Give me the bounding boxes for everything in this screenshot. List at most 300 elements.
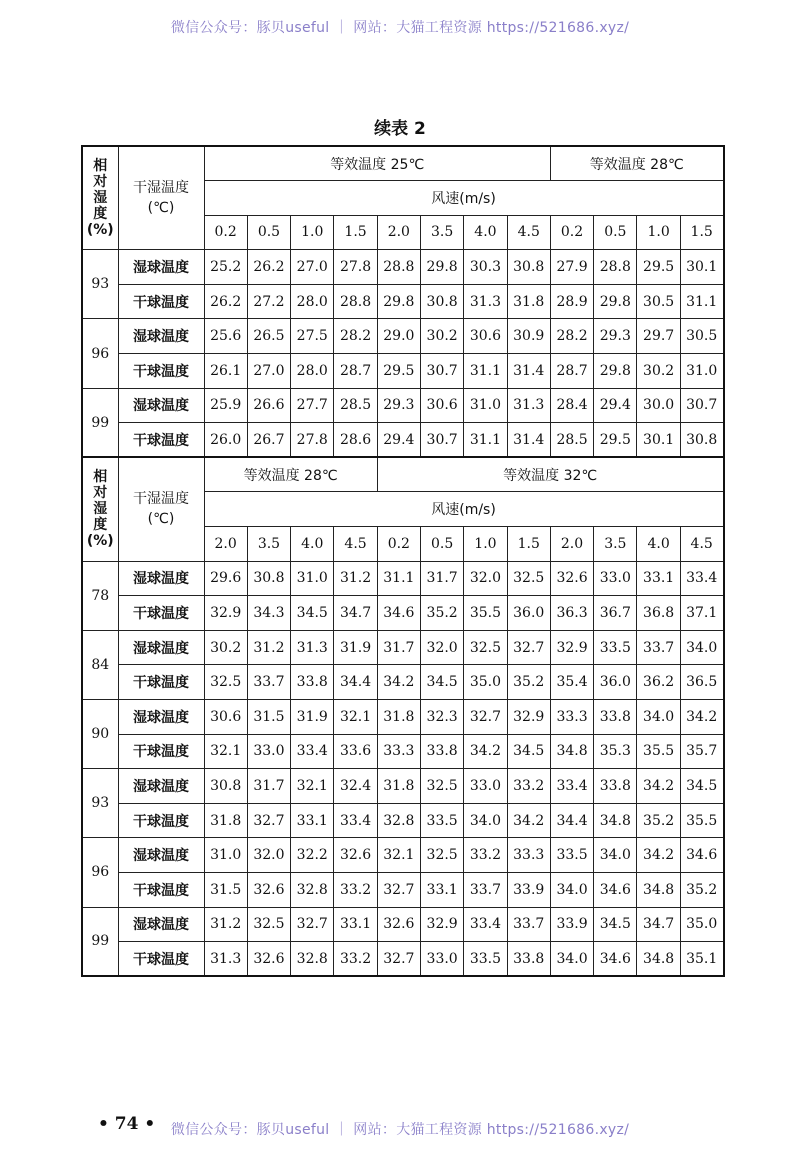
dry-bulb-value: 28.0	[291, 354, 334, 389]
wet-bulb-value: 28.5	[334, 388, 377, 423]
wet-bulb-value: 32.5	[247, 907, 290, 942]
page-number: • 74 •	[98, 1114, 156, 1134]
rh-header-char: 对	[93, 485, 108, 502]
dry-bulb-value: 34.8	[637, 942, 680, 977]
dry-bulb-value: 34.5	[420, 665, 463, 700]
wet-bulb-value: 27.7	[291, 388, 334, 423]
wet-bulb-value: 32.5	[507, 561, 550, 596]
dry-bulb-value: 33.4	[334, 803, 377, 838]
rh-header-char: 湿	[93, 501, 108, 518]
data-table	[81, 145, 725, 977]
wet-bulb-value: 34.7	[637, 907, 680, 942]
wet-bulb-value: 30.8	[247, 561, 290, 596]
rh-header-char: 相	[93, 469, 108, 486]
wet-bulb-value: 30.7	[680, 388, 723, 423]
dry-bulb-value: 36.2	[637, 665, 680, 700]
equivalent-temp-header: 等效温度 28℃	[550, 146, 723, 181]
wet-bulb-value: 31.3	[291, 630, 334, 665]
wet-bulb-value: 33.2	[507, 769, 550, 804]
dry-bulb-value: 33.7	[464, 872, 507, 907]
wind-speed-value: 1.0	[464, 527, 507, 562]
wet-bulb-value: 33.4	[680, 561, 723, 596]
dry-bulb-value: 33.2	[334, 872, 377, 907]
dry-bulb-value: 35.0	[464, 665, 507, 700]
dry-bulb-value: 36.8	[637, 596, 680, 631]
wet-bulb-value: 33.1	[637, 561, 680, 596]
wet-bulb-value: 31.7	[377, 630, 420, 665]
equivalent-temp-header: 等效温度 25℃	[204, 146, 550, 181]
wet-bulb-value: 30.8	[204, 769, 247, 804]
wet-bulb-value: 30.6	[204, 700, 247, 735]
dry-bulb-value: 32.6	[247, 872, 290, 907]
wind-speed-value: 1.0	[637, 215, 680, 250]
dry-bulb-value: 32.8	[377, 803, 420, 838]
dry-bulb-value: 32.1	[204, 734, 247, 769]
dry-bulb-value: 32.8	[291, 942, 334, 977]
table-row	[82, 665, 724, 700]
wet-bulb-value: 32.7	[464, 700, 507, 735]
wet-bulb-value: 34.0	[680, 630, 723, 665]
wet-bulb-value: 26.5	[247, 319, 290, 354]
wet-bulb-label: 湿球温度	[118, 319, 204, 354]
table-row	[82, 319, 724, 354]
wet-bulb-value: 34.0	[594, 838, 637, 873]
wet-bulb-value: 33.0	[464, 769, 507, 804]
rh-header	[82, 146, 118, 250]
wet-bulb-value: 27.0	[291, 250, 334, 285]
wind-speed-value: 0.5	[594, 215, 637, 250]
wet-bulb-label: 湿球温度	[118, 630, 204, 665]
rh-header-char: 湿	[93, 190, 108, 207]
wet-bulb-value: 34.5	[680, 769, 723, 804]
wet-bulb-label: 湿球温度	[118, 388, 204, 423]
wind-speed-value: 4.0	[637, 527, 680, 562]
dry-bulb-value: 35.2	[637, 803, 680, 838]
dry-bulb-label: 干球温度	[118, 665, 204, 700]
dry-bulb-value: 34.0	[550, 942, 593, 977]
dry-bulb-value: 31.3	[204, 942, 247, 977]
wet-bulb-value: 32.9	[507, 700, 550, 735]
rh-value: 96	[82, 838, 118, 907]
dry-bulb-value: 33.4	[291, 734, 334, 769]
rh-value: 99	[82, 388, 118, 457]
dry-bulb-value: 33.3	[377, 734, 420, 769]
dry-bulb-value: 34.7	[334, 596, 377, 631]
dry-bulb-value: 34.6	[594, 942, 637, 977]
dry-bulb-value: 29.8	[594, 354, 637, 389]
wet-bulb-value: 30.9	[507, 319, 550, 354]
wet-bulb-value: 26.6	[247, 388, 290, 423]
wet-bulb-value: 31.2	[204, 907, 247, 942]
wind-speed-value: 4.5	[507, 215, 550, 250]
dry-bulb-value: 26.0	[204, 423, 247, 458]
wind-speed-header: 风速(m/s)	[204, 181, 724, 216]
wet-bulb-value: 31.2	[247, 630, 290, 665]
dry-bulb-value: 31.3	[464, 284, 507, 319]
dry-bulb-value: 28.7	[334, 354, 377, 389]
wind-speed-value: 3.5	[594, 527, 637, 562]
wind-speed-value: 0.5	[247, 215, 290, 250]
dry-bulb-value: 35.2	[420, 596, 463, 631]
dry-wet-temp-header	[118, 457, 204, 561]
dry-bulb-value: 35.2	[680, 872, 723, 907]
table-row	[82, 596, 724, 631]
wind-speed-header: 风速(m/s)	[204, 492, 724, 527]
wind-speed-value: 1.5	[680, 215, 723, 250]
wet-bulb-value: 31.8	[377, 700, 420, 735]
dry-bulb-value: 33.8	[291, 665, 334, 700]
dry-bulb-value: 34.2	[507, 803, 550, 838]
wet-bulb-label: 湿球温度	[118, 561, 204, 596]
dry-bulb-label: 干球温度	[118, 423, 204, 458]
rh-value: 96	[82, 319, 118, 388]
dry-bulb-value: 34.3	[247, 596, 290, 631]
header-row-groups	[82, 146, 724, 181]
rh-header-char: 相	[93, 158, 108, 175]
wet-bulb-label: 湿球温度	[118, 907, 204, 942]
wet-bulb-value: 29.4	[594, 388, 637, 423]
dry-bulb-value: 29.4	[377, 423, 420, 458]
dry-bulb-value: 35.7	[680, 734, 723, 769]
table-row	[82, 734, 724, 769]
wet-bulb-value: 32.6	[550, 561, 593, 596]
dry-bulb-value: 31.8	[204, 803, 247, 838]
rh-value: 99	[82, 907, 118, 976]
wet-bulb-value: 31.0	[291, 561, 334, 596]
wet-bulb-value: 33.4	[550, 769, 593, 804]
wind-speed-value: 0.2	[550, 215, 593, 250]
dry-bulb-value: 30.5	[637, 284, 680, 319]
dry-bulb-value: 31.5	[204, 872, 247, 907]
table-row	[82, 700, 724, 735]
dry-bulb-value: 32.6	[247, 942, 290, 977]
dry-bulb-value: 35.3	[594, 734, 637, 769]
wet-bulb-label: 湿球温度	[118, 700, 204, 735]
rh-header	[82, 457, 118, 561]
wet-bulb-value: 33.8	[594, 769, 637, 804]
wet-bulb-value: 30.2	[204, 630, 247, 665]
dry-bulb-value: 30.1	[637, 423, 680, 458]
wet-bulb-value: 32.0	[420, 630, 463, 665]
dry-bulb-value: 32.8	[291, 872, 334, 907]
wet-bulb-value: 30.2	[420, 319, 463, 354]
wet-bulb-value: 34.0	[637, 700, 680, 735]
wet-bulb-value: 28.4	[550, 388, 593, 423]
table-row	[82, 769, 724, 804]
dry-bulb-value: 28.6	[334, 423, 377, 458]
table-row	[82, 872, 724, 907]
wet-bulb-value: 30.3	[464, 250, 507, 285]
dry-bulb-value: 34.0	[464, 803, 507, 838]
dry-bulb-value: 31.0	[680, 354, 723, 389]
wet-bulb-value: 33.7	[507, 907, 550, 942]
rh-header-char: (%)	[86, 222, 114, 239]
dry-bulb-value: 28.8	[334, 284, 377, 319]
dry-bulb-value: 33.6	[334, 734, 377, 769]
wet-bulb-value: 31.1	[377, 561, 420, 596]
wet-bulb-value: 32.1	[334, 700, 377, 735]
wet-bulb-value: 33.9	[550, 907, 593, 942]
dry-bulb-value: 31.8	[507, 284, 550, 319]
table-row	[82, 942, 724, 977]
wind-speed-value: 4.0	[464, 215, 507, 250]
dry-wet-temp-header	[118, 146, 204, 250]
dry-wet-temp-header-line: (℃)	[147, 200, 175, 217]
dry-bulb-value: 34.6	[594, 872, 637, 907]
wet-bulb-value: 31.3	[507, 388, 550, 423]
dry-bulb-value: 34.2	[377, 665, 420, 700]
dry-bulb-value: 35.5	[680, 803, 723, 838]
header-row-groups	[82, 457, 724, 492]
dry-bulb-value: 26.1	[204, 354, 247, 389]
table-row	[82, 907, 724, 942]
wet-bulb-value: 25.9	[204, 388, 247, 423]
wind-speed-value: 0.5	[420, 527, 463, 562]
wet-bulb-value: 27.8	[334, 250, 377, 285]
table-title: 续表 2	[374, 119, 426, 139]
wet-bulb-value: 34.2	[637, 838, 680, 873]
wet-bulb-value: 32.2	[291, 838, 334, 873]
wet-bulb-value: 35.0	[680, 907, 723, 942]
dry-bulb-value: 35.5	[637, 734, 680, 769]
dry-bulb-value: 30.7	[420, 423, 463, 458]
wet-bulb-value: 27.5	[291, 319, 334, 354]
wet-bulb-value: 29.5	[637, 250, 680, 285]
wet-bulb-value: 27.9	[550, 250, 593, 285]
wet-bulb-value: 30.6	[464, 319, 507, 354]
dry-bulb-value: 30.7	[420, 354, 463, 389]
wet-bulb-value: 33.5	[594, 630, 637, 665]
rh-value: 78	[82, 561, 118, 630]
wet-bulb-value: 31.9	[291, 700, 334, 735]
dry-bulb-value: 33.1	[291, 803, 334, 838]
wet-bulb-value: 29.7	[637, 319, 680, 354]
dry-bulb-value: 34.5	[291, 596, 334, 631]
wet-bulb-value: 32.4	[334, 769, 377, 804]
dry-bulb-value: 33.0	[247, 734, 290, 769]
wet-bulb-value: 31.7	[420, 561, 463, 596]
rh-header-char: 度	[93, 206, 108, 223]
dry-bulb-value: 30.8	[420, 284, 463, 319]
rh-header-char: (%)	[86, 533, 114, 550]
dry-wet-temp-header-line: 干湿温度	[133, 491, 189, 508]
watermark-bottom: 微信公众号：豚贝useful ｜ 网站：大猫工程资源 https://521686.xyz/	[170, 1122, 630, 1138]
wet-bulb-value: 30.1	[680, 250, 723, 285]
wet-bulb-value: 33.2	[464, 838, 507, 873]
wet-bulb-value: 30.0	[637, 388, 680, 423]
wet-bulb-value: 32.5	[420, 838, 463, 873]
wet-bulb-value: 31.0	[464, 388, 507, 423]
dry-bulb-value: 33.5	[464, 942, 507, 977]
wet-bulb-value: 29.3	[594, 319, 637, 354]
wet-bulb-value: 28.8	[594, 250, 637, 285]
table-row	[82, 423, 724, 458]
wet-bulb-value: 31.0	[204, 838, 247, 873]
dry-bulb-value: 32.7	[247, 803, 290, 838]
wet-bulb-value: 32.9	[420, 907, 463, 942]
table-row	[82, 354, 724, 389]
table-row	[82, 561, 724, 596]
dry-bulb-value: 32.7	[377, 872, 420, 907]
dry-bulb-value: 37.1	[680, 596, 723, 631]
dry-bulb-value: 34.0	[550, 872, 593, 907]
watermark-top: 微信公众号：豚贝useful ｜ 网站：大猫工程资源 https://521686.xyz/	[170, 20, 630, 36]
rh-value: 90	[82, 700, 118, 769]
dry-bulb-value: 34.4	[334, 665, 377, 700]
wet-bulb-value: 33.5	[550, 838, 593, 873]
wind-speed-value: 1.5	[334, 215, 377, 250]
wet-bulb-value: 28.8	[377, 250, 420, 285]
dry-bulb-value: 26.2	[204, 284, 247, 319]
wind-speed-value: 3.5	[247, 527, 290, 562]
dry-bulb-value: 35.2	[507, 665, 550, 700]
wet-bulb-value: 29.3	[377, 388, 420, 423]
dry-bulb-value: 28.5	[550, 423, 593, 458]
dry-bulb-value: 29.5	[594, 423, 637, 458]
dry-bulb-value: 27.0	[247, 354, 290, 389]
wind-speed-value: 4.5	[680, 527, 723, 562]
table-row	[82, 250, 724, 285]
wind-speed-value: 2.0	[204, 527, 247, 562]
dry-bulb-label: 干球温度	[118, 734, 204, 769]
dry-bulb-value: 33.9	[507, 872, 550, 907]
wet-bulb-value: 32.1	[291, 769, 334, 804]
dry-bulb-label: 干球温度	[118, 354, 204, 389]
rh-header-char: 度	[93, 517, 108, 534]
dry-bulb-value: 34.6	[377, 596, 420, 631]
dry-bulb-label: 干球温度	[118, 284, 204, 319]
wet-bulb-value: 33.8	[594, 700, 637, 735]
dry-bulb-value: 32.7	[377, 942, 420, 977]
dry-bulb-value: 34.4	[550, 803, 593, 838]
dry-bulb-value: 31.4	[507, 354, 550, 389]
dry-bulb-value: 33.8	[420, 734, 463, 769]
wind-speed-value: 3.5	[420, 215, 463, 250]
wet-bulb-value: 33.3	[507, 838, 550, 873]
rh-value: 84	[82, 630, 118, 699]
wet-bulb-value: 31.8	[377, 769, 420, 804]
table-row	[82, 630, 724, 665]
dry-bulb-value: 34.5	[507, 734, 550, 769]
dry-bulb-value: 30.8	[680, 423, 723, 458]
dry-bulb-value: 33.0	[420, 942, 463, 977]
dry-bulb-label: 干球温度	[118, 596, 204, 631]
wind-speed-value: 1.5	[507, 527, 550, 562]
wet-bulb-label: 湿球温度	[118, 250, 204, 285]
wet-bulb-value: 33.7	[637, 630, 680, 665]
dry-wet-temp-header-line: (℃)	[147, 511, 175, 528]
wet-bulb-value: 29.8	[420, 250, 463, 285]
wet-bulb-value: 34.5	[594, 907, 637, 942]
wet-bulb-value: 34.2	[637, 769, 680, 804]
wet-bulb-value: 25.2	[204, 250, 247, 285]
dry-bulb-value: 29.5	[377, 354, 420, 389]
table-row	[82, 388, 724, 423]
dry-bulb-value: 27.2	[247, 284, 290, 319]
wet-bulb-value: 31.5	[247, 700, 290, 735]
dry-bulb-value: 33.5	[420, 803, 463, 838]
wet-bulb-value: 32.9	[550, 630, 593, 665]
dry-bulb-value: 31.1	[464, 354, 507, 389]
wind-speed-value: 0.2	[204, 215, 247, 250]
wind-speed-value: 2.0	[377, 215, 420, 250]
dry-bulb-value: 36.7	[594, 596, 637, 631]
dry-bulb-value: 34.2	[464, 734, 507, 769]
dry-wet-temp-header-line: 干湿温度	[133, 180, 189, 197]
dry-bulb-value: 30.2	[637, 354, 680, 389]
wet-bulb-value: 32.1	[377, 838, 420, 873]
wet-bulb-value: 32.6	[334, 838, 377, 873]
dry-bulb-value: 34.8	[550, 734, 593, 769]
wet-bulb-value: 33.3	[550, 700, 593, 735]
wet-bulb-value: 31.2	[334, 561, 377, 596]
table-row	[82, 803, 724, 838]
wet-bulb-value: 34.6	[680, 838, 723, 873]
wet-bulb-value: 28.2	[550, 319, 593, 354]
wet-bulb-value: 29.0	[377, 319, 420, 354]
dry-bulb-value: 32.9	[204, 596, 247, 631]
wet-bulb-value: 32.7	[291, 907, 334, 942]
dry-bulb-value: 33.1	[420, 872, 463, 907]
wet-bulb-label: 湿球温度	[118, 838, 204, 873]
dry-bulb-value: 36.3	[550, 596, 593, 631]
dry-bulb-value: 35.5	[464, 596, 507, 631]
dry-bulb-label: 干球温度	[118, 942, 204, 977]
wet-bulb-value: 33.4	[464, 907, 507, 942]
wet-bulb-value: 33.1	[334, 907, 377, 942]
wet-bulb-value: 32.7	[507, 630, 550, 665]
equivalent-temp-header: 等效温度 28℃	[204, 457, 377, 492]
dry-bulb-value: 28.0	[291, 284, 334, 319]
dry-bulb-value: 34.8	[594, 803, 637, 838]
wet-bulb-value: 32.0	[464, 561, 507, 596]
dry-bulb-value: 33.7	[247, 665, 290, 700]
dry-bulb-value: 36.0	[507, 596, 550, 631]
wet-bulb-value: 32.3	[420, 700, 463, 735]
dry-bulb-value: 33.2	[334, 942, 377, 977]
dry-bulb-value: 31.1	[464, 423, 507, 458]
dry-bulb-label: 干球温度	[118, 872, 204, 907]
wind-speed-value: 2.0	[550, 527, 593, 562]
dry-bulb-value: 29.8	[377, 284, 420, 319]
wet-bulb-value: 30.8	[507, 250, 550, 285]
dry-bulb-value: 26.7	[247, 423, 290, 458]
wet-bulb-value: 31.7	[247, 769, 290, 804]
dry-bulb-value: 36.0	[594, 665, 637, 700]
dry-bulb-value: 27.8	[291, 423, 334, 458]
dry-bulb-value: 28.7	[550, 354, 593, 389]
rh-value: 93	[82, 769, 118, 838]
dry-bulb-value: 29.8	[594, 284, 637, 319]
wet-bulb-value: 32.6	[377, 907, 420, 942]
wet-bulb-value: 25.6	[204, 319, 247, 354]
wind-speed-value: 1.0	[291, 215, 334, 250]
wet-bulb-value: 34.2	[680, 700, 723, 735]
wet-bulb-value: 28.2	[334, 319, 377, 354]
wet-bulb-value: 32.5	[420, 769, 463, 804]
wet-bulb-value: 32.0	[247, 838, 290, 873]
dry-bulb-value: 34.8	[637, 872, 680, 907]
rh-value: 93	[82, 250, 118, 319]
dry-bulb-value: 35.4	[550, 665, 593, 700]
wet-bulb-label: 湿球温度	[118, 769, 204, 804]
dry-bulb-value: 33.8	[507, 942, 550, 977]
wet-bulb-value: 32.5	[464, 630, 507, 665]
equivalent-temp-header: 等效温度 32℃	[377, 457, 723, 492]
wet-bulb-value: 31.9	[334, 630, 377, 665]
wet-bulb-value: 30.5	[680, 319, 723, 354]
wet-bulb-value: 33.0	[594, 561, 637, 596]
